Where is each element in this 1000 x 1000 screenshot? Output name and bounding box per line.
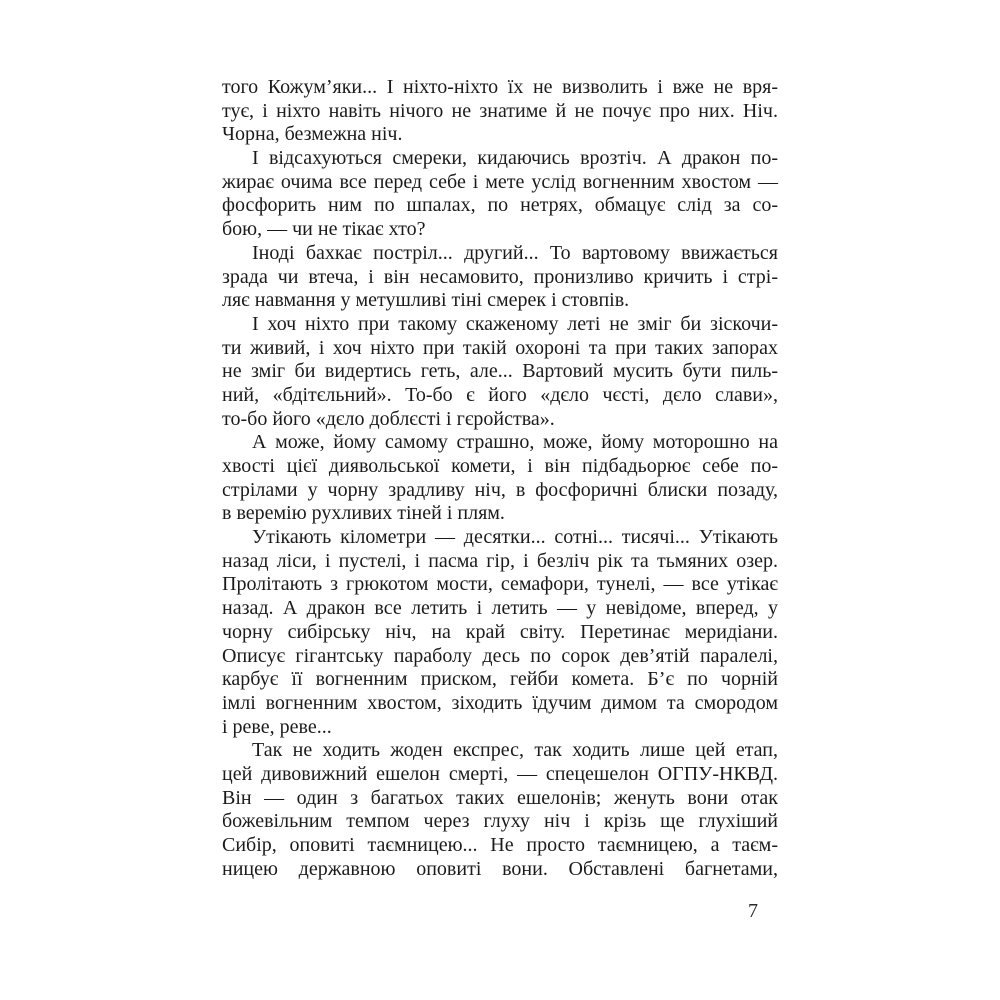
paragraph	[222, 526, 778, 739]
text-line: чорну сибірську ніч, на край світу. Перетинає меридіани.	[222, 620, 778, 643]
text-line: Так не ходить жоден експрес, так ходить лише цей етап,	[252, 739, 778, 762]
text-line: Сибір, оповиті таємницею... Не просто таємницею, а таєм-	[222, 834, 778, 856]
text-line: ний, «бдітєльний». То-бо є його «дєло чєсті, дєло слави»,	[222, 383, 778, 406]
text-block	[222, 76, 778, 881]
text-line: бою, — чи не тікає хто?	[222, 218, 426, 241]
text-line: І відсахуються смереки, кидаючись врозтіч. А дракон по-	[252, 147, 778, 170]
paragraph	[222, 76, 778, 147]
text-line: Він — один з багатьох таких ешелонів; женуть вони отак	[222, 786, 778, 809]
text-line: зрада чи втеча, і він несамовито, пронизливо кричить і стрі-	[222, 265, 778, 288]
text-line: в веремію рухливих тіней і плям.	[222, 502, 505, 525]
text-line: стрілами у чорну зрадливу ніч, в фосфоричні блиски позаду,	[222, 478, 778, 501]
paragraph	[222, 313, 778, 431]
text-line: тує, і ніхто навіть нічого не знатиме й не почує про них. Ніч.	[222, 99, 778, 122]
text-line: назад. А дракон все летить і летить — у невідоме, вперед, у	[222, 597, 778, 620]
text-line: ляє навмання у метушливі тіні смерек і стовпів.	[222, 289, 630, 312]
text-line: імлі вогненним хвостом, зіходить їдучим димом та смородом	[222, 691, 778, 714]
text-line: ти живий, і хоч ніхто при такій охороні та при таких запорах	[222, 336, 778, 359]
text-line: хвості цієї диявольської комети, і він підбадьорює себе по-	[222, 455, 778, 477]
text-line: назад ліси, і пустелі, і пасма гір, і безліч рік та тьмяних озер.	[222, 549, 778, 572]
text-line: Пролітають з грюкотом мости, семафори, тунелі, — все утікає	[222, 573, 778, 596]
text-line: не зміг би видертись геть, але... Вартовий мусить бути пиль-	[222, 360, 778, 383]
text-line: Описує гігантську параболу десь по сорок дев’ятій паралелі,	[222, 644, 778, 667]
text-line: і реве, реве...	[222, 715, 332, 738]
page-number: 7	[748, 900, 758, 922]
paragraph	[222, 431, 778, 526]
text-line: А може, йому самому страшно, може, йому моторошно на	[252, 431, 778, 454]
text-line: Чорна, безмежна ніч.	[222, 123, 403, 146]
paragraph	[222, 739, 778, 881]
text-line: цей дивовижний ешелон смерті, — спецешелон ОГПУ-НКВД.	[222, 762, 778, 785]
text-line: ницею державною оповиті вони. Обставлені багнетами,	[222, 857, 778, 880]
text-line: Іноді бахкає постріл... другий... То вартовому ввижається	[252, 241, 778, 264]
text-line: того Кожум’яки... І ніхто-ніхто їх не визволить і вже не вря-	[222, 76, 778, 98]
text-line: карбує її вогненним приском, гейби комета. Б’є по чорній	[222, 668, 778, 691]
paragraph	[222, 147, 778, 242]
text-line: фосфорить ним по шпалах, по нетрях, обмацує слід за со-	[222, 194, 778, 217]
text-line: Утікають кілометри — десятки... сотні... тисячі... Утікають	[252, 526, 778, 549]
paragraph	[222, 242, 778, 313]
text-line: то-бо його «дєло доблєсті і гєройства».	[222, 407, 555, 430]
text-line: І хоч ніхто при такому скаженому леті не зміг би зіскочи-	[252, 312, 778, 335]
text-line: божевільним темпом через глуху ніч і крізь ще глухіший	[222, 810, 778, 833]
text-line: жирає очима все перед себе і мете услід вогненним хвостом —	[222, 170, 778, 193]
